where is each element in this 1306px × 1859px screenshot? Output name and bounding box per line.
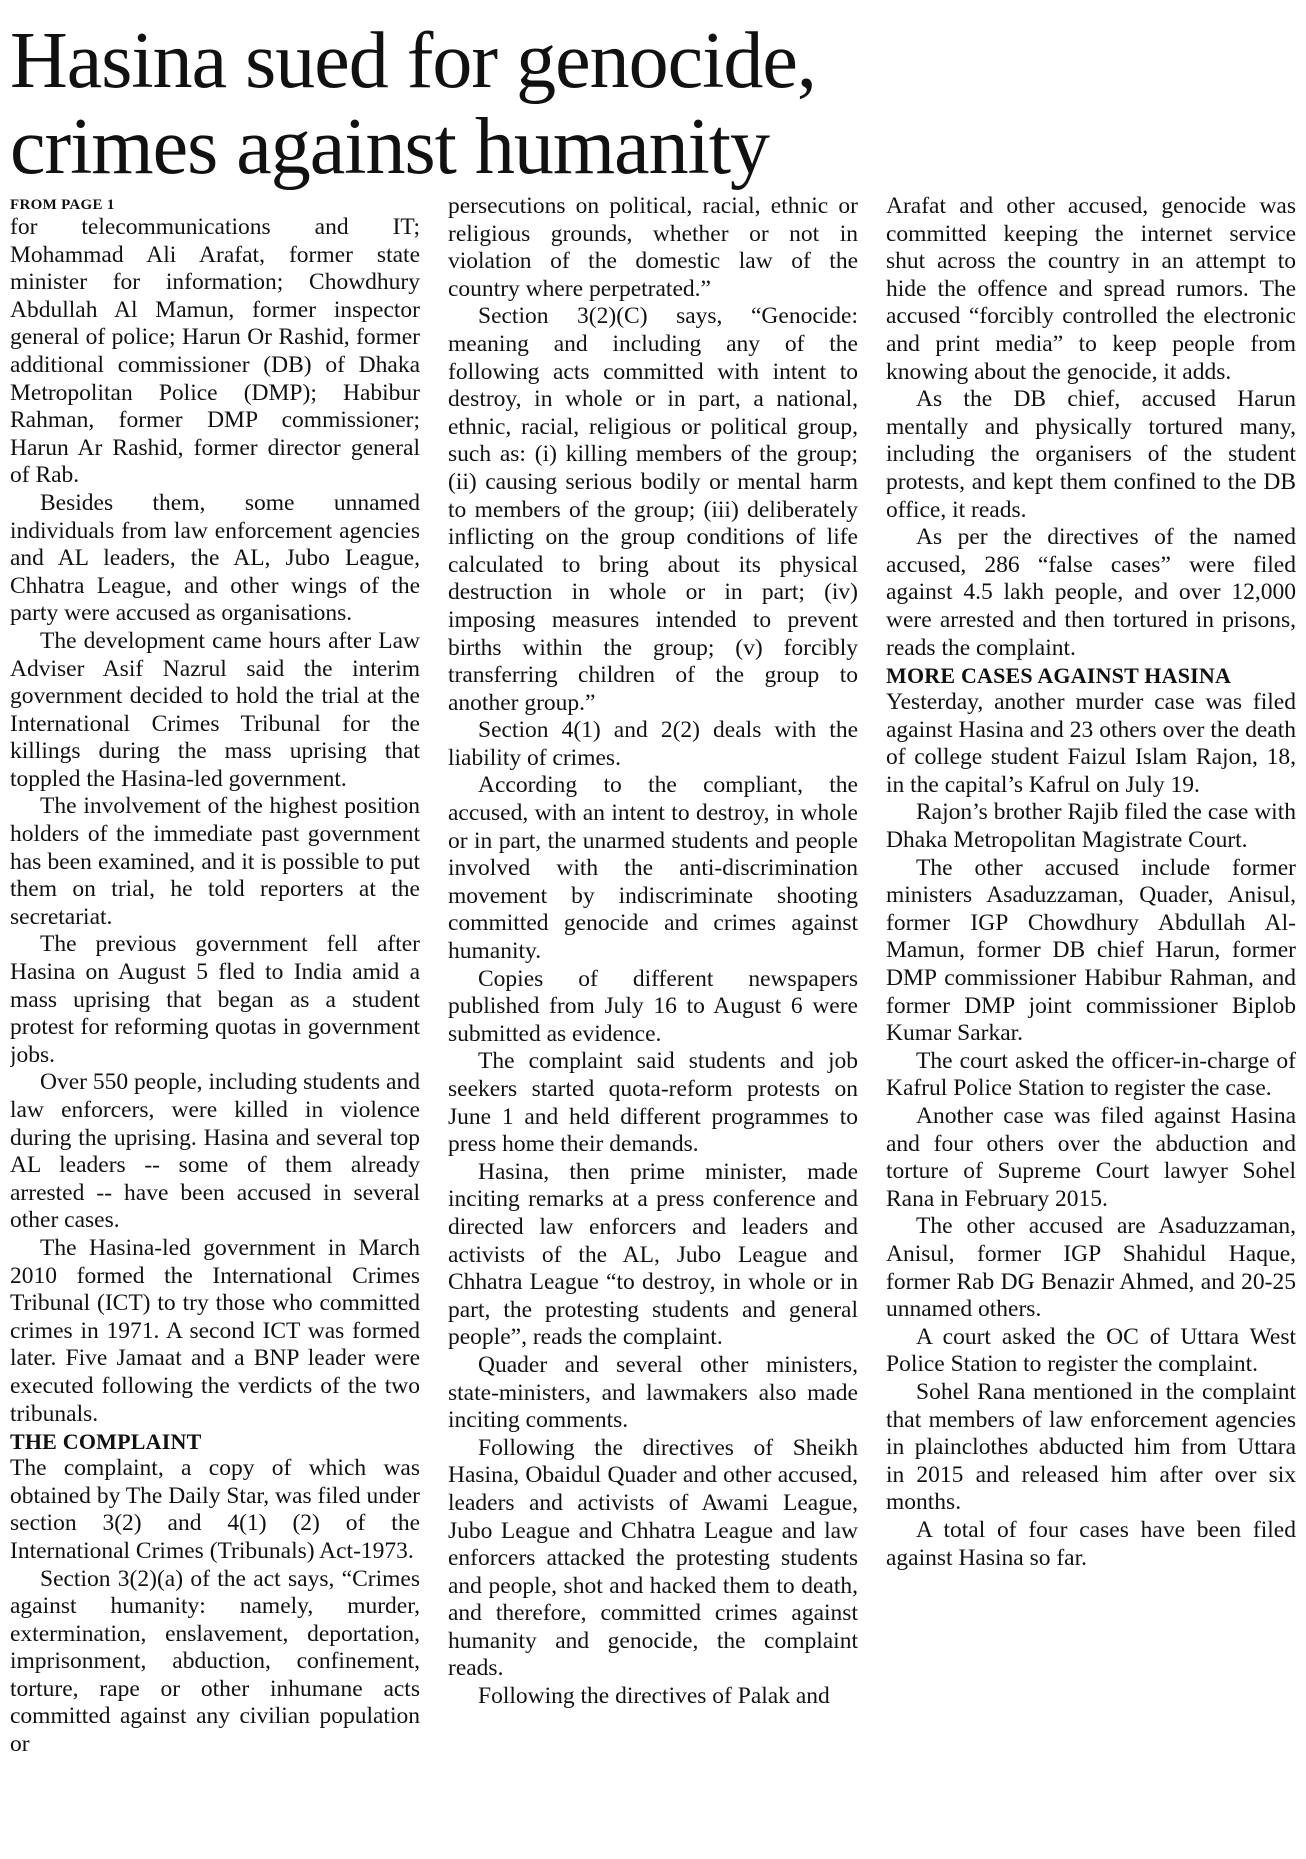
paragraph: The involvement of the highest position holders of the immediate past government has been examined, and it is possible to put them on trial, he told reporters at the secretariat. (10, 793, 420, 930)
paragraph: Rajon’s brother Rajib filed the case with Dhaka Metropolitan Magistrate Court. (886, 799, 1296, 854)
paragraph: The Hasina-led government in March 2010 formed the International Crimes Tribunal (ICT) to try those who committed crimes in 1971. A second ICT was formed later. Five Jamaat and a BNP leader were executed following the verdicts of the two tribunals. (10, 1234, 420, 1427)
paragraph: The complaint said students and job seekers started quota-reform protests on June 1 and held different programmes to press home their demands. (448, 1048, 858, 1158)
paragraph: Section 3(2)(a) of the act says, “Crimes against humanity: namely, murder, extermination, enslavement, deportation, imprisonment, abduction, confinement, torture, rape or other inhumane acts committed against any civilian population or (10, 1565, 420, 1758)
paragraph: The other accused are Asaduzzaman, Anisul, former IGP Shahidul Haque, former Rab DG Benazir Ahmed, and 20-25 unnamed others. (886, 1213, 1296, 1323)
paragraph: As per the directives of the named accused, 286 “false cases” were filed against 4.5 lakh people, and over 12,000 were arrested and then tortured in prisons, reads the complaint. (886, 524, 1296, 661)
paragraph: persecutions on political, racial, ethnic or religious grounds, whether or not in violation of the domestic law of the country where perpetrated.” (448, 193, 858, 302)
paragraph: Arafat and other accused, genocide was committed keeping the internet service shut across the country in an attempt to hide the offence and spread rumors. The accused “forcibly controlled the electronic and print media” to keep people from knowing about the genocide, it adds. (886, 193, 1296, 385)
paragraph: for telecommunications and IT; Mohammad Ali Arafat, former state minister for information; Chowdhury Abdullah Al Mamun, former inspector general of police; Harun Or Rashid, former additional commissioner (DB) of Dhaka Metropolitan Police (DMP); Habibur Rahman, former DMP commissioner; Harun Ar Rashid, former director general of Rab. (10, 214, 420, 489)
paragraph: The court asked the officer-in-charge of Kafrul Police Station to register the case. (886, 1047, 1296, 1102)
paragraph: The development came hours after Law Adviser Asif Nazrul said the interim government decided to hold the trial at the International Crimes Tribunal for the killings during the mass uprising that toppled the Hasina-led government. (10, 627, 420, 792)
paragraph: Following the directives of Palak and (478, 1683, 830, 1710)
subhead-more-cases: MORE CASES AGAINST HASINA (886, 663, 1232, 689)
paragraph: A court asked the OC of Uttara West Police Station to register the complaint. (886, 1323, 1296, 1378)
paragraph: Section 4(1) and 2(2) deals with the liability of crimes. (448, 717, 858, 771)
paragraph: Following the directives of Sheikh Hasina, Obaidul Quader and other accused, leaders and activists of Awami League, Jubo League and Chhatra League and law enforcers attacked the protesting students and people, shot and hacked them to death, and therefore, committed crimes against humanity and genocide, the complaint reads. (448, 1434, 858, 1682)
headline-line-1: Hasina sued for genocide, (10, 17, 816, 105)
paragraph: A total of four cases have been filed against Hasina so far. (886, 1516, 1296, 1571)
paragraph: The previous government fell after Hasina on August 5 fled to India amid a mass uprising that began as a student protest for reforming quotas in government jobs. (10, 931, 420, 1068)
paragraph: As the DB chief, accused Harun mentally and physically tortured many, including the organisers of the student protests, and kept them confined to the DB office, it reads. (886, 386, 1296, 523)
column-3 (886, 193, 1296, 1855)
article-columns (10, 193, 1296, 1855)
paragraph: Besides them, some unnamed individuals from law enforcement agencies and AL leaders, the AL, Jubo League, Chhatra League, and other wings of the party were accused as organisations. (10, 489, 420, 627)
headline (10, 18, 1300, 190)
paragraph: Over 550 people, including students and law enforcers, were killed in violence during the uprising. Hasina and several top AL leaders -- some of them already arrested -- have been accused in several other cases. (10, 1069, 420, 1234)
paragraph: Yesterday, another murder case was filed against Hasina and 23 others over the death of college student Faizul Islam Rajon, 18, in the capital’s Kafrul on July 19. (886, 689, 1296, 798)
paragraph: Hasina, then prime minister, made inciting remarks at a press conference and directed law enforcers and leaders and activists of the AL, Jubo League and Chhatra League “to destroy, in whole or in part, the protesting students and general people”, reads the complaint. (448, 1158, 858, 1351)
paragraph: The other accused include former ministers Asaduzzaman, Quader, Anisul, former IGP Chowdhury Abdullah Al-Mamun, former DB chief Harun, former DMP commissioner Habibur Rahman, and former DMP joint commissioner Biplob Kumar Sarkar. (886, 854, 1296, 1047)
paragraph: According to the compliant, the accused, with an intent to destroy, in whole or in part, the unarmed students and people involved with the anti-discrimination movement by indiscriminate shooting committed genocide and crimes against humanity. (448, 772, 858, 965)
column-1 (10, 193, 420, 1855)
kicker-from-page: FROM PAGE 1 (10, 197, 115, 213)
column-2 (448, 193, 858, 1855)
subhead-the-complaint: THE COMPLAINT (10, 1429, 202, 1455)
paragraph: Section 3(2)(C) says, “Genocide: meaning and including any of the following acts committed with intent to destroy, in whole or in part, a national, ethnic, racial, religious or political group, such as: (i) killing members of the group; (ii) causing serious bodily or mental harm to members of the group; (iii) deliberately inflicting on the group conditions of life calculated to bring about its physical destruction in whole or in part; (iv) imposing measures intended to prevent births within the group; (v) forcibly transferring children of the group to another group.” (448, 303, 858, 716)
paragraph: Copies of different newspapers published from July 16 to August 6 were submitted as evidence. (448, 965, 858, 1047)
paragraph: Another case was filed against Hasina and four others over the abduction and torture of Supreme Court lawyer Sohel Rana in February 2015. (886, 1103, 1296, 1212)
paragraph: Sohel Rana mentioned in the complaint that members of law enforcement agencies in plainclothes abducted him from Uttara in 2015 and released him after over six months. (886, 1378, 1296, 1516)
paragraph: Quader and several other ministers, state-ministers, and lawmakers also made inciting comments. (448, 1351, 858, 1434)
headline-line-2: crimes against humanity (10, 103, 770, 191)
paragraph: The complaint, a copy of which was obtained by The Daily Star, was filed under section 3(2) and 4(1) (2) of the International Crimes (Tribunals) Act-1973. (10, 1455, 420, 1564)
